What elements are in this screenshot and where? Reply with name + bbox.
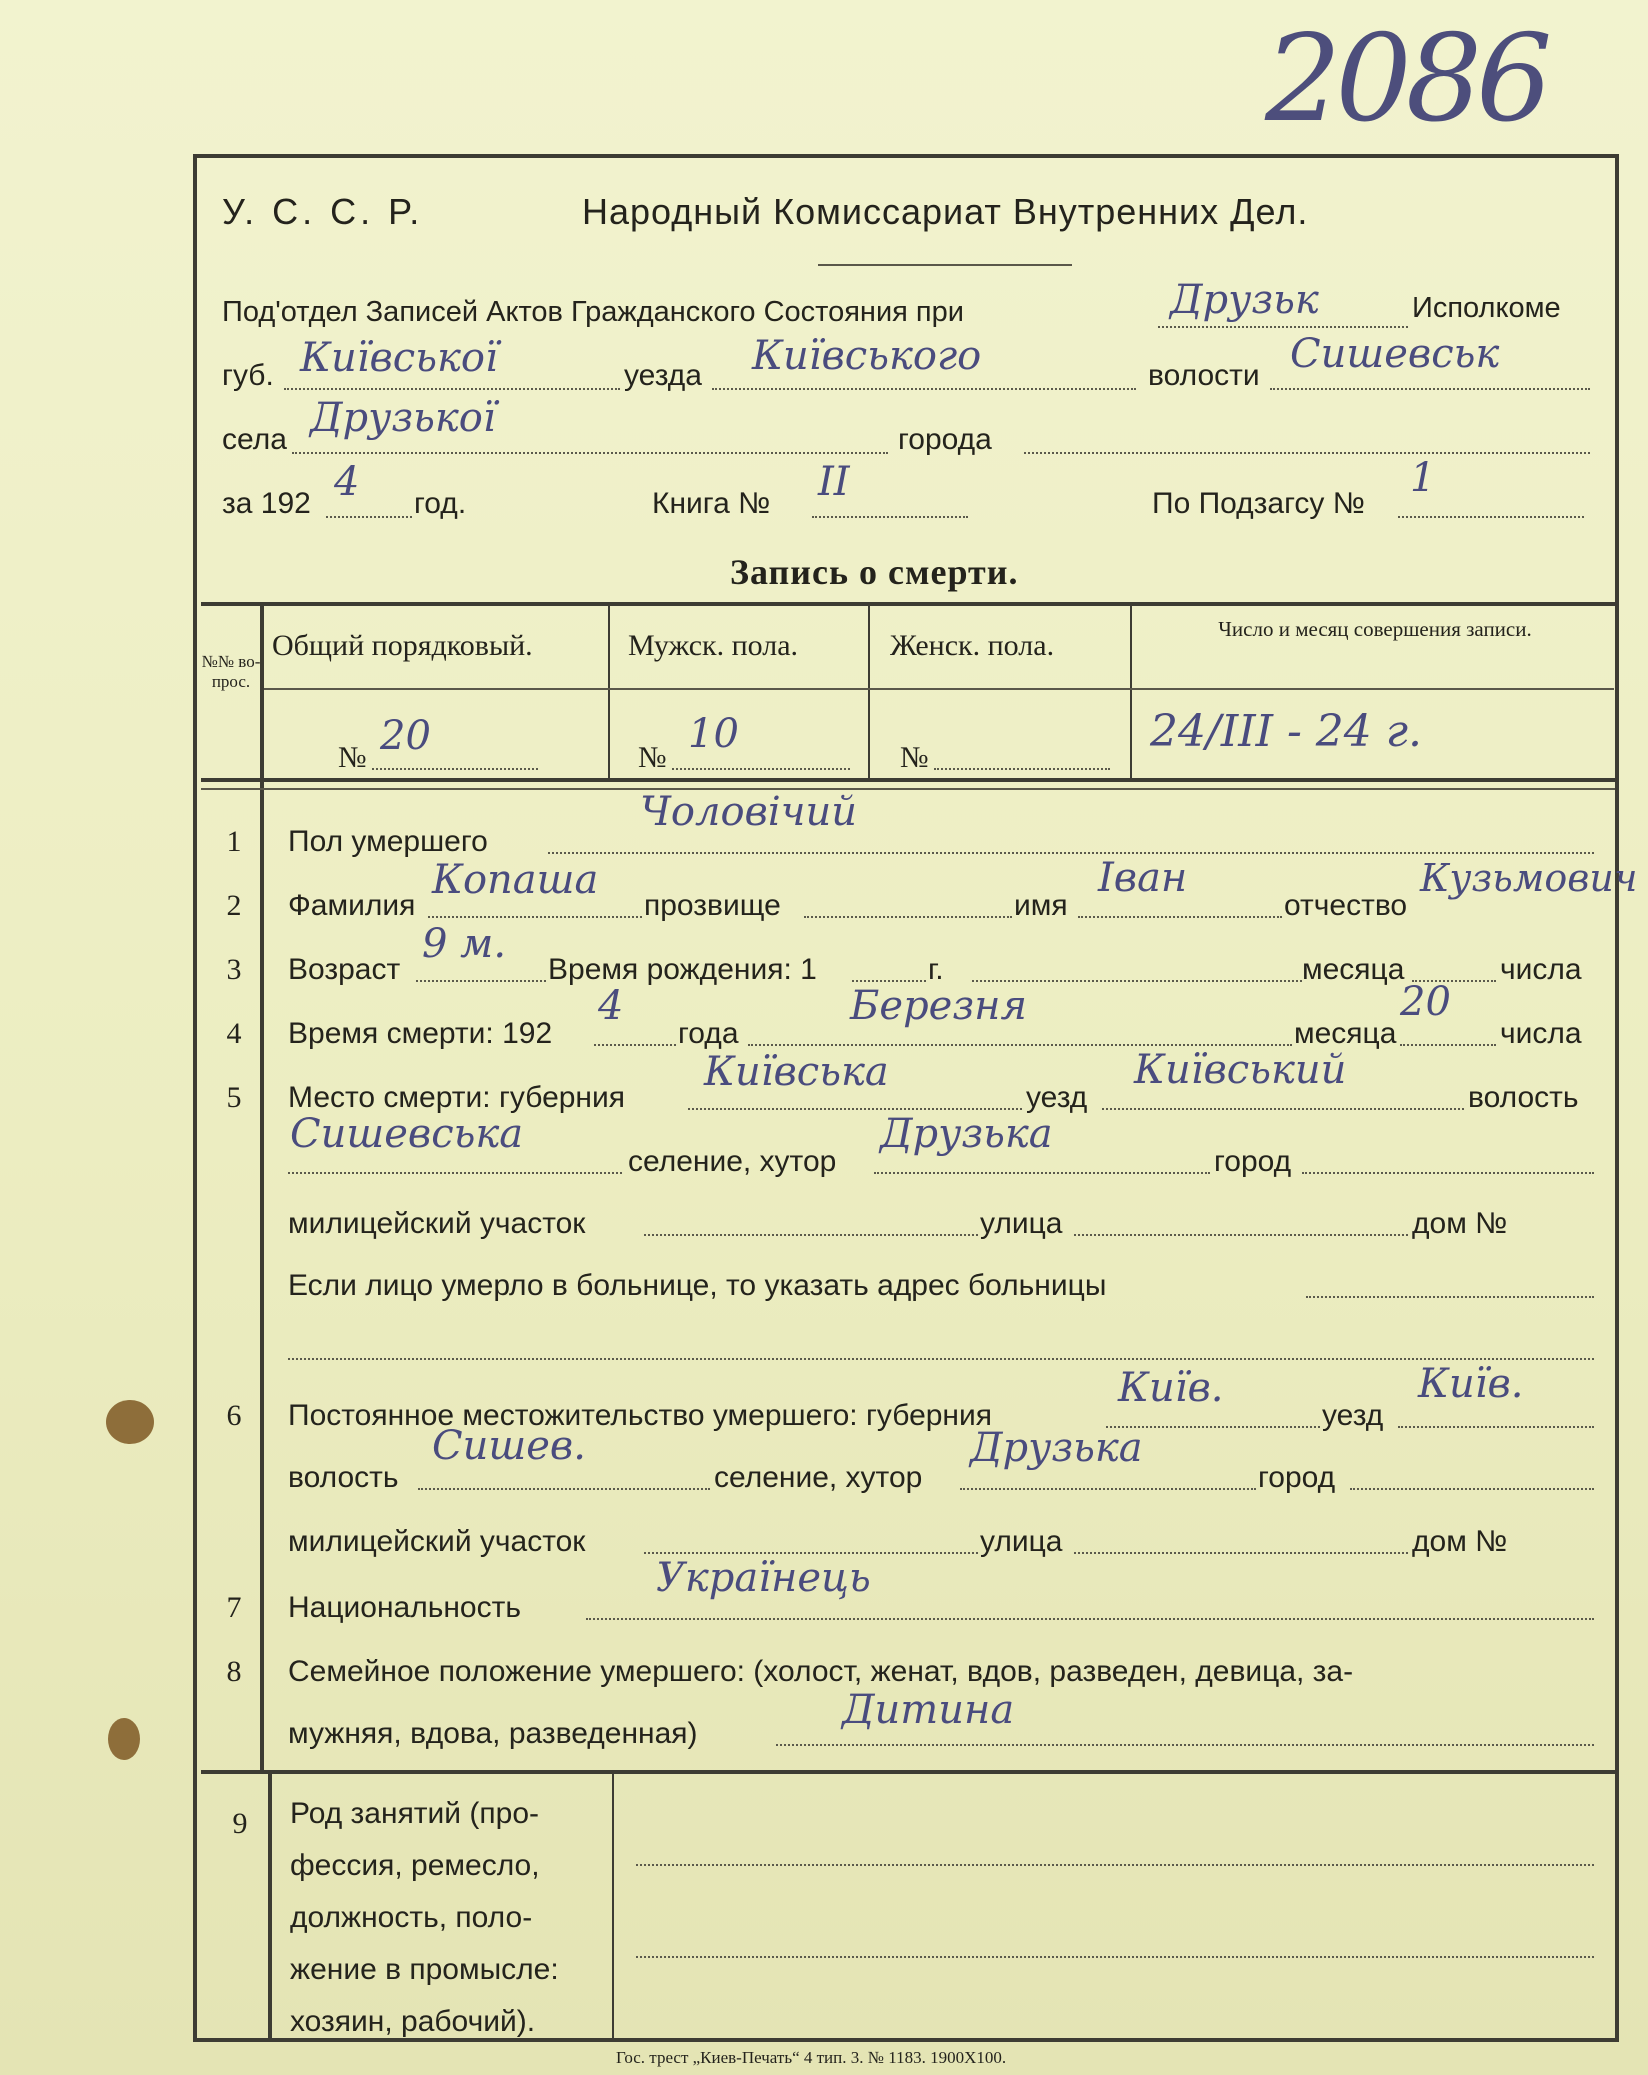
surname-label: Фамилия: [288, 889, 416, 922]
row-number: 3: [226, 953, 242, 986]
sex-value: Чоловічий: [640, 789, 858, 835]
death-day-value: 20: [1400, 979, 1451, 1025]
punch-hole: [108, 1718, 140, 1760]
residence-gub-value: Київ.: [1118, 1365, 1224, 1411]
num-column-header: №№ во- прос.: [201, 652, 261, 691]
selo-label: села: [222, 423, 287, 456]
patronymic-value: Кузьмович: [1420, 856, 1638, 900]
podzags-label: По Подзагсу №: [1152, 487, 1365, 520]
age-value: 9 м.: [422, 921, 507, 967]
residence-village-label: селение, хутор: [714, 1461, 923, 1494]
occupation-label-3: должность, поло-: [290, 1901, 533, 1934]
nickname-label: прозвище: [644, 889, 781, 922]
occupation-label-2: фессия, ремесло,: [290, 1849, 540, 1882]
row-number: 5: [226, 1081, 242, 1114]
male-header: Мужск. пола.: [628, 629, 799, 662]
volost-line: [1270, 388, 1590, 390]
age-line: [416, 980, 546, 982]
female-header: Женск. пола.: [890, 629, 1055, 662]
selo-line: [292, 452, 888, 454]
hospital-line-2: [288, 1358, 1594, 1360]
residence-village-line: [960, 1488, 1256, 1490]
death-gub-line: [688, 1108, 1022, 1110]
death-place-label: Место смерти: губерния: [288, 1081, 626, 1114]
male-line: [672, 768, 850, 770]
occupation-label-1: Род занятий (про-: [290, 1797, 539, 1830]
occupation-label-4: жение в промысле:: [290, 1953, 559, 1986]
death-volost-line: [288, 1172, 622, 1174]
hospital-label: Если лицо умерло в больнице, то указать адрес больницы: [288, 1269, 1107, 1302]
surname-value: Копаша: [432, 857, 599, 903]
residence-city-label: город: [1258, 1461, 1336, 1494]
birth-year-line: [852, 980, 926, 982]
death-month-label: месяца: [1294, 1017, 1397, 1050]
residence-police-label: милицейский участок: [288, 1525, 586, 1558]
residence-uezd-label: уезд: [1322, 1399, 1384, 1432]
gub-label: губ.: [222, 359, 274, 392]
birth-day-label: числа: [1500, 953, 1582, 986]
male-value: 10: [688, 711, 739, 757]
residence-volost-line: [418, 1488, 710, 1490]
row-number: 4: [226, 1017, 242, 1050]
subdept-line: [1158, 326, 1408, 328]
executive-committee-label: Исполкоме: [1412, 292, 1561, 324]
row-number: 8: [226, 1655, 242, 1688]
occupation-value-rule: [612, 1774, 614, 2038]
book-line: [812, 516, 968, 518]
volost-label: волости: [1148, 359, 1260, 392]
residence-police-line: [644, 1552, 978, 1554]
death-police-line: [644, 1234, 978, 1236]
row-number: 7: [226, 1591, 242, 1624]
death-village-label: селение, хутор: [628, 1145, 837, 1178]
female-num-sign: №: [900, 741, 929, 774]
occupation-label-5: хозяин, рабочий).: [290, 2005, 536, 2038]
death-police-label: милицейский участок: [288, 1207, 586, 1240]
residence-label: Постоянное местожительство умершего: губерния: [288, 1399, 993, 1432]
male-num-sign: №: [638, 741, 667, 774]
general-serial-num-sign: №: [338, 741, 367, 774]
za-line: [326, 516, 412, 518]
gub-line: [284, 388, 620, 390]
birth-line: [972, 980, 1302, 982]
gorod-label: города: [898, 423, 992, 456]
uezd-value: Київського: [752, 333, 982, 379]
death-city-label: город: [1214, 1145, 1292, 1178]
god-label: год.: [414, 487, 467, 520]
name-value: Іван: [1098, 855, 1188, 901]
gorod-line: [1024, 452, 1590, 454]
death-year-value: 4: [598, 983, 624, 1029]
volost-value: Сишевськ: [1290, 331, 1500, 377]
sex-line: [548, 852, 1594, 854]
residence-uezd-value: Київ.: [1418, 1361, 1524, 1407]
death-day-label: числа: [1500, 1017, 1582, 1050]
death-uezd-label: уезд: [1026, 1081, 1088, 1114]
age-label: Возраст: [288, 953, 401, 986]
row-number: 2: [226, 889, 242, 922]
death-volost-label: волость: [1468, 1081, 1579, 1114]
death-street-line: [1074, 1234, 1408, 1236]
selo-value: Друзької: [310, 395, 496, 441]
header-row-rule: [264, 688, 1614, 690]
za-label: за 192: [222, 487, 311, 520]
residence-volost-value: Сишев.: [432, 1423, 586, 1469]
uezd-line: [712, 388, 1136, 390]
occupation-line: [636, 1956, 1594, 1958]
name-label: имя: [1014, 889, 1068, 922]
za-year-value: 4: [334, 459, 360, 505]
marital-label: Семейное положение умершего: (холост, женат, вдов, разведен, девица, за-: [288, 1655, 1354, 1688]
nationality-label: Национальность: [288, 1591, 521, 1624]
col-rule: [608, 606, 610, 778]
occupation-line: [636, 1864, 1594, 1866]
book-value: II: [818, 459, 850, 505]
gub-value: Київської: [300, 335, 498, 381]
hospital-line: [1306, 1296, 1594, 1298]
col-rule: [868, 606, 870, 778]
death-day-line: [1400, 1044, 1496, 1046]
residence-village-value: Друзька: [970, 1425, 1143, 1471]
death-year-line: [594, 1044, 676, 1046]
death-uezd-value: Київський: [1134, 1047, 1347, 1093]
col-rule: [1130, 606, 1132, 778]
occupation-num-rule: [268, 1774, 272, 2038]
female-line: [934, 768, 1110, 770]
book-label: Книга №: [652, 487, 771, 520]
death-gub-value: Київська: [704, 1049, 889, 1095]
uezd-label: уезда: [624, 359, 702, 392]
nationality-line: [586, 1618, 1594, 1620]
title-underline: [818, 264, 1072, 266]
table-bottom-rule: [201, 778, 1615, 782]
surname-line: [428, 916, 642, 918]
birth-month-label: месяца: [1302, 953, 1405, 986]
podzags-value: 1: [1410, 455, 1436, 501]
birth-label: Время рождения: 1: [548, 953, 817, 986]
general-serial-header: Общий порядковый.: [272, 629, 533, 662]
state-title: У. С. С. Р.: [222, 191, 424, 232]
death-city-line: [1302, 1172, 1594, 1174]
residence-uezd-line: [1398, 1426, 1594, 1428]
date-of-record-header: Число и месяц совершения записи.: [1218, 617, 1532, 641]
subdept-value: Друзьк: [1170, 277, 1319, 323]
occupation-top-rule: [201, 1770, 1615, 1774]
name-line: [1078, 916, 1282, 918]
nickname-line: [804, 916, 1012, 918]
marital-value: Дитина: [842, 1687, 1015, 1733]
death-month-value: Березня: [850, 983, 1027, 1029]
punch-hole: [106, 1400, 154, 1444]
record-title: Запись о смерти.: [730, 552, 1019, 592]
row-number: 6: [226, 1399, 242, 1432]
death-label: Время смерти: 192: [288, 1017, 553, 1050]
nationality-value: Українець: [656, 1555, 871, 1601]
marital-line: [776, 1744, 1594, 1746]
printer-footer: Гос. трест „Киев-Печать“ 4 тип. 3. № 1183. 1900Х100.: [616, 2048, 1007, 2067]
subdept-label: Под'отдел Записей Актов Гражданского Состояния при: [222, 296, 964, 328]
death-house-label: дом №: [1412, 1207, 1508, 1240]
general-serial-line: [372, 768, 538, 770]
patronymic-label: отчество: [1284, 889, 1408, 922]
residence-street-line: [1074, 1552, 1408, 1554]
date-of-record-value: 24/III - 24 г.: [1150, 706, 1422, 757]
general-serial-value: 20: [380, 713, 431, 759]
death-village-value: Друзька: [880, 1111, 1053, 1157]
sex-label: Пол умершего: [288, 825, 488, 858]
archive-number: 2086: [1265, 10, 1547, 149]
podzags-line: [1398, 516, 1584, 518]
residence-city-line: [1350, 1488, 1594, 1490]
death-street-label: улица: [980, 1207, 1063, 1240]
row-number: 9: [232, 1807, 248, 1840]
death-volost-value: Сишевська: [290, 1111, 524, 1157]
death-village-line: [874, 1172, 1210, 1174]
marital-label-cont: мужняя, вдова, разведенная): [288, 1717, 698, 1750]
row-number: 1: [226, 825, 242, 858]
table-bottom-rule-2: [201, 788, 1615, 790]
death-uezd-line: [1102, 1108, 1464, 1110]
residence-street-label: улица: [980, 1525, 1063, 1558]
death-year-label: года: [678, 1017, 739, 1050]
commissariat-title: Народный Комиссариат Внутренних Дел.: [582, 191, 1309, 232]
table-top-rule: [201, 602, 1615, 606]
death-month-line: [748, 1044, 1292, 1046]
residence-house-label: дом №: [1412, 1525, 1508, 1558]
residence-volost-label: волость: [288, 1461, 399, 1494]
birth-year-suffix: г.: [928, 953, 944, 986]
